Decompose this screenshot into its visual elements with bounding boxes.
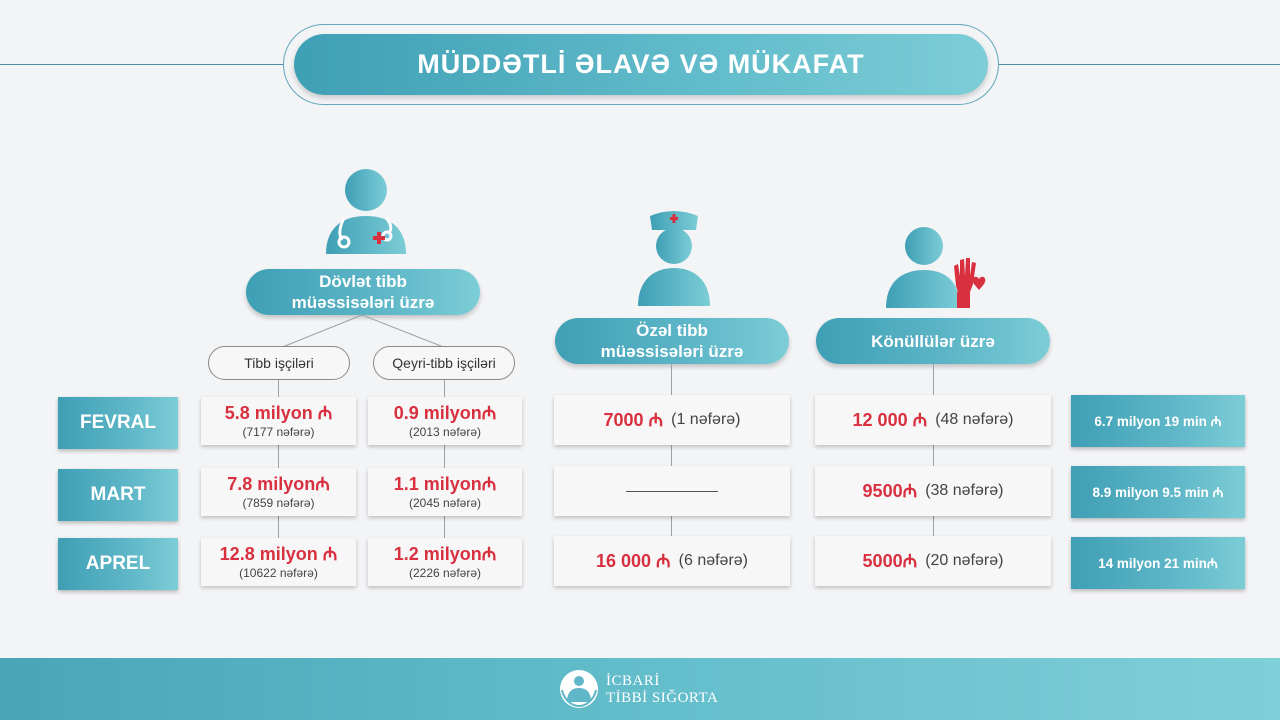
recipient-count: (38 nəfərə) [925,482,1004,499]
category-private-clinics: Özəl tibb müəssisələri üzrə [555,318,789,364]
manat-icon: ₼ [312,402,333,423]
recipient-count: (1 nəfərə) [671,411,741,428]
title-line-right [999,64,1280,65]
category-state-clinics: Dövlət tibb müəssisələri üzrə [246,269,480,315]
amount-value: 1.1 milyon [393,473,482,494]
recipient-count: (20 nəfərə) [925,552,1004,569]
month-label: FEVRAL [58,397,178,449]
recipient-count: (48 nəfərə) [935,411,1014,428]
medical-staff-cell [201,468,356,516]
amount-value: 12 000 [852,409,908,430]
private-clinics-cell [554,536,790,586]
non-medical-staff-cell [368,468,522,516]
manat-icon: ₼ [902,480,918,501]
manat-icon: ₼ [481,473,497,494]
volunteers-cell [815,536,1051,586]
branch-lines [270,314,470,350]
manat-icon: ₼ [1206,556,1218,571]
total-value: 6.7 milyon 19 min [1094,413,1207,429]
empty-value-dash [626,491,718,492]
subcategory-non-medical-staff: Qeyri-tibb işçiləri [373,346,515,380]
amount-value: 5000 [862,550,903,571]
category-volunteers: Könüllülər üzrə [816,318,1050,364]
private-clinics-cell [554,395,790,445]
insurance-logo-icon [558,668,600,710]
footer-logo-text [606,673,718,707]
recipient-count: (7177 nəfərə) [242,424,315,439]
recipient-count: (10622 nəfərə) [239,565,318,580]
total-value: 8.9 milyon 9.5 min [1092,484,1209,500]
volunteers-cell [815,466,1051,516]
manat-icon: ₼ [651,550,671,571]
title-line-left [0,64,283,65]
manat-icon: ₼ [1208,485,1224,500]
non-medical-staff-cell [368,397,522,445]
amount-value: 12.8 milyon [219,543,318,564]
medical-staff-cell [201,538,356,586]
recipient-count: (2045 nəfərə) [408,495,482,510]
medical-staff-cell [201,397,356,445]
amount-value: 0.9 milyon [393,402,482,423]
recipient-count: (7859 nəfərə) [242,495,315,510]
manat-icon: ₼ [315,473,330,494]
volunteer-icon [884,226,988,310]
logo-line-2: TİBBİ SIĞORTA [606,690,719,706]
recipient-count: (2226 nəfərə) [408,565,482,580]
month-label: APREL [58,538,178,590]
manat-icon: ₼ [317,543,338,564]
amount-value: 5.8 milyon [224,402,313,423]
private-clinics-cell [554,466,790,516]
amount-value: 16 000 [595,550,652,571]
monthly-total [1071,395,1245,447]
manat-icon: ₼ [902,550,918,571]
amount-value: 7000 [603,409,644,430]
manat-icon: ₼ [907,409,928,430]
amount-value: 1.2 milyon [393,543,482,564]
volunteers-cell [815,395,1051,445]
recipient-count: (2013 nəfərə) [408,424,482,439]
manat-icon: ₼ [1206,414,1222,429]
monthly-total [1071,466,1245,518]
logo-line-1: İCBARİ [606,673,660,689]
subcategory-medical-staff: Tibb işçiləri [208,346,350,380]
recipient-count: (6 nəfərə) [678,552,749,569]
doctor-icon [324,168,408,256]
non-medical-staff-cell [368,538,522,586]
manat-icon: ₼ [643,409,664,430]
month-label: MART [58,469,178,521]
amount-value: 7.8 milyon [227,473,316,494]
nurse-icon [636,208,712,308]
amount-value: 9500 [862,480,903,501]
monthly-total [1071,537,1245,589]
manat-icon: ₼ [481,402,497,423]
manat-icon: ₼ [481,543,497,564]
total-value: 14 milyon 21 min [1098,555,1207,571]
page-title: MÜDDƏTLİ ƏLAVƏ VƏ MÜKAFAT [294,34,988,95]
